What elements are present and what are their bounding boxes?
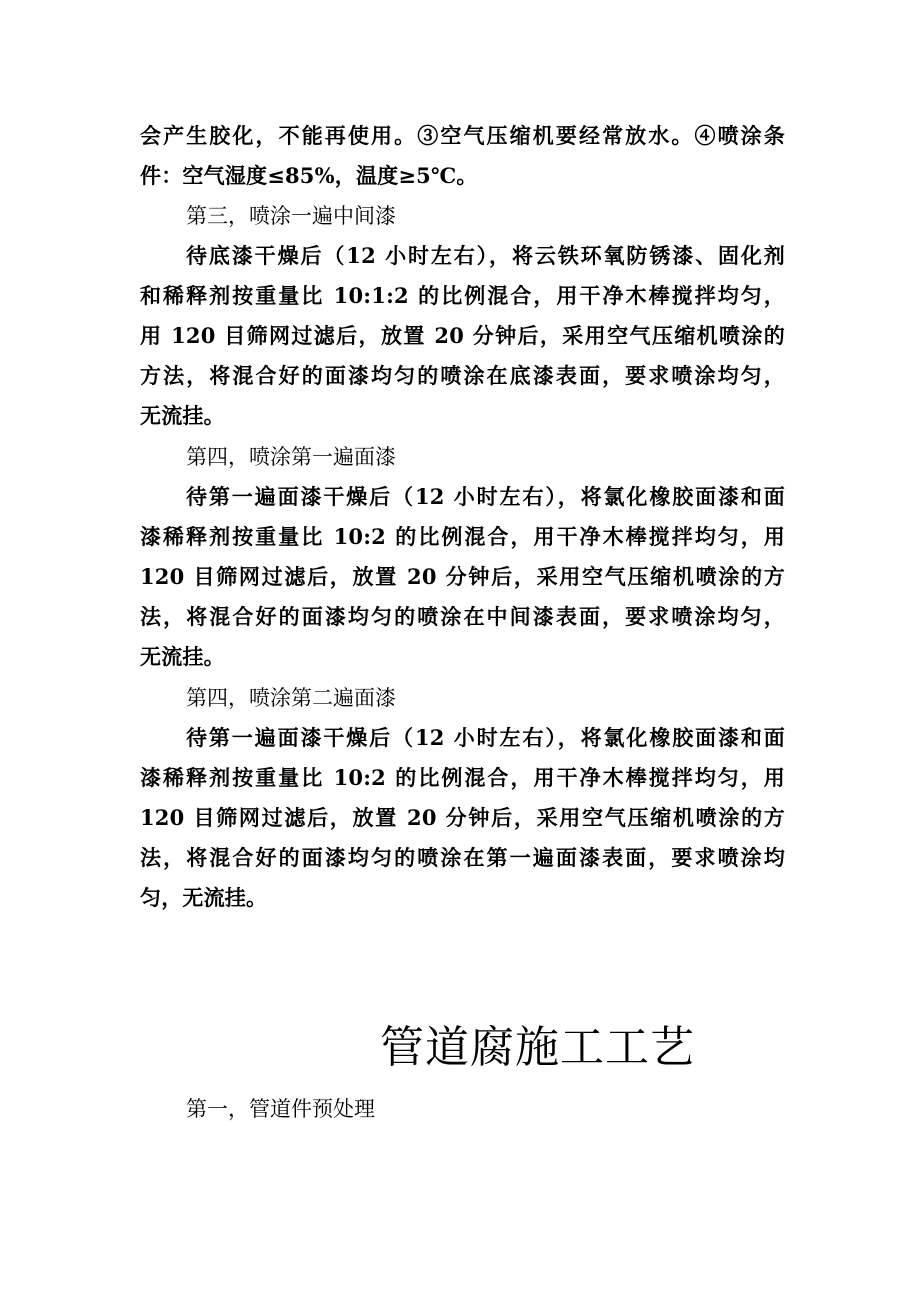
paragraph-line: 待第一遍面漆干燥后（12 小时左右），将氯化橡胶面漆和面 [186, 484, 785, 509]
step4b-heading: 第四，喷涂第二遍面漆 [186, 686, 396, 710]
paragraph-line: 法，将混合好的面漆均匀的喷涂在第一遍面漆表面，要求喷涂均 [140, 845, 785, 870]
paragraph-line: 漆稀释剂按重量比 10:2 的比例混合，用干净木棒搅拌均匀，用 [140, 524, 785, 549]
paragraph-line: 会产生胶化，不能再使用。③空气压缩机要经常放水。④喷涂条 [140, 123, 785, 148]
paragraph-line: 120 目筛网过滤后，放置 20 分钟后，采用空气压缩机喷涂的方 [140, 564, 785, 589]
paragraph-line: 无流挂。 [140, 403, 225, 428]
paragraph-line: 和稀释剂按重量比 10:1:2 的比例混合，用干净木棒搅拌均匀， [140, 283, 785, 308]
paragraph-line: 匀，无流挂。 [140, 885, 268, 910]
step3-heading: 第三，喷涂一遍中间漆 [186, 204, 396, 228]
paragraph-line: 待底漆干燥后（12 小时左右），将云铁环氧防锈漆、固化剂 [186, 243, 785, 268]
section-title: 管道腐施工工艺 [380, 1022, 695, 1073]
paragraph-line: 无流挂。 [140, 644, 225, 669]
paragraph-line: 漆稀释剂按重量比 10:2 的比例混合，用干净木棒搅拌均匀，用 [140, 765, 785, 790]
paragraph-line: 待第一遍面漆干燥后（12 小时左右），将氯化橡胶面漆和面 [186, 725, 785, 750]
paragraph-line: 件：空气湿度≤85%，温度≥5℃。 [140, 163, 478, 188]
step4a-heading: 第四，喷涂第一遍面漆 [186, 445, 396, 469]
paragraph-line: 方法，将混合好的面漆均匀的喷涂在底漆表面，要求喷涂均匀， [140, 363, 785, 388]
paragraph-line: 法，将混合好的面漆均匀的喷涂在中间漆表面，要求喷涂均匀， [140, 604, 785, 629]
paragraph-line: 120 目筛网过滤后，放置 20 分钟后，采用空气压缩机喷涂的方 [140, 805, 785, 830]
step1-heading: 第一，管道件预处理 [186, 1097, 375, 1121]
paragraph-line: 用 120 目筛网过滤后，放置 20 分钟后，采用空气压缩机喷涂的 [140, 323, 785, 348]
